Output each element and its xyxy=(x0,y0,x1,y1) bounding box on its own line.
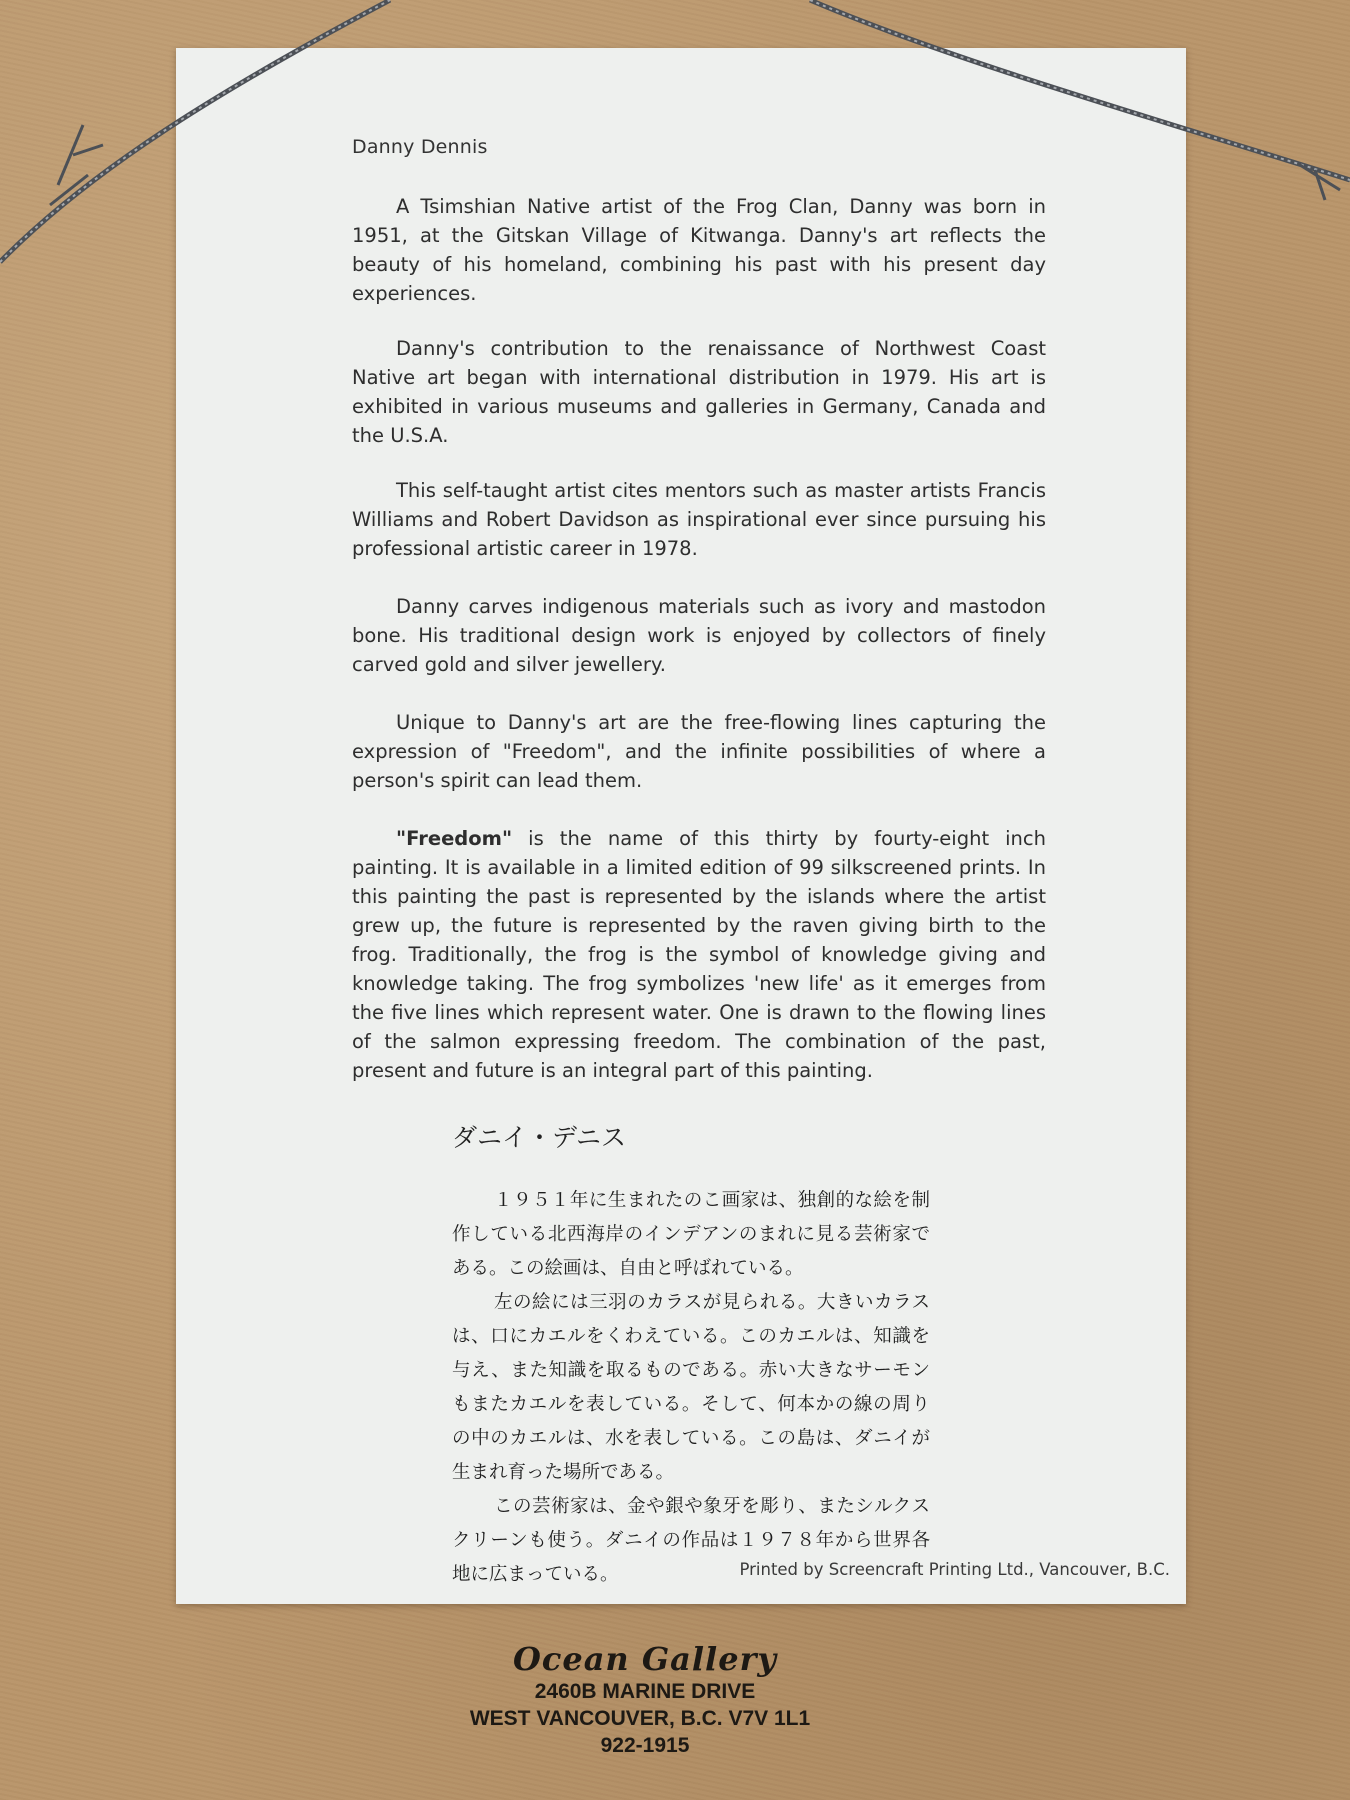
bio-paragraph: Unique to Danny's art are the free-flowing lines capturing the expression of "Freedom", and the infinite possibilities of where a person's spirit can lead them. xyxy=(352,711,1046,792)
japanese-paragraph: 左の絵には三羽のカラスが見られる。大きいカラスは、口にカエルをくわえている。このカエルは、知識を与え、また知識を取るものである。赤い大きなサーモンもまたカエルを表している。そして、何本かの線の周りの中のカエルは、水を表している。この島は、ダニイが生まれ育った場所である。 xyxy=(452,1292,930,1483)
freedom-paragraph xyxy=(352,824,1046,1085)
japanese-title: ダニイ・デニス xyxy=(452,1123,627,1152)
author-name: Danny Dennis xyxy=(352,136,488,158)
gallery-stamp xyxy=(460,1640,860,1759)
bio-paragraph: Danny carves indigenous materials such as ivory and mastodon bone. His traditional design work is enjoyed by collectors of finely carved gold and silver jewellery. xyxy=(352,595,1046,676)
info-sheet xyxy=(176,48,1186,1604)
japanese-paragraph: １９５１年に生まれたのこ画家は、独創的な絵を制作している北西海岸のインデアンのまれに見る芸術家である。この絵画は、自由と呼ばれている。 xyxy=(452,1190,930,1279)
freedom-description: is the name of this thirty by fourty-eight inch painting. It is available in a limited edition of 99 silkscreened prints. In this painting the past is represented by the islands where the artist grew up, the future is represented by the raven giving birth to the frog. Traditionally, the frog is the symbol of knowledge giving and knowledge taking. The frog symbolizes 'new life' as it emerges from the five lines which represent water. One is drawn to the flowing lines of the salmon expressing freedom. The combination of the past, present and future is an integral part of this painting. xyxy=(352,827,1046,1082)
printer-credit: Printed by Screencraft Printing Ltd., Vancouver, B.C. xyxy=(739,1560,1170,1579)
gallery-city: WEST VANCOUVER, B.C. V7V 1L1 xyxy=(469,1707,811,1730)
bio-paragraph: This self-taught artist cites mentors such as master artists Francis Williams and Robert Davidson as inspirational ever since pursuing his professional artistic career in 1978. xyxy=(352,479,1046,560)
gallery-address: 2460B MARINE DRIVE xyxy=(534,1680,756,1703)
gallery-phone: 922-1915 xyxy=(600,1734,690,1757)
bio-paragraph: Danny's contribution to the renaissance of Northwest Coast Native art began with international distribution in 1979. His art is exhibited in various museums and galleries in Germany, Canada and the U.S.A. xyxy=(352,337,1046,447)
freedom-title: "Freedom" xyxy=(396,827,513,850)
bio-paragraph: A Tsimshian Native artist of the Frog Clan, Danny was born in 1951, at the Gitskan Village of Kitwanga. Danny's art reflects the beauty of his homeland, combining his past with his present day experiences. xyxy=(352,195,1046,305)
gallery-name: Ocean Gallery xyxy=(512,1640,778,1678)
japanese-paragraph: この芸術家は、金や銀や象牙を彫り、またシルクスクリーンも使う。ダニイの作品は１９７８年から世界各地に広まっている。 xyxy=(452,1496,930,1585)
